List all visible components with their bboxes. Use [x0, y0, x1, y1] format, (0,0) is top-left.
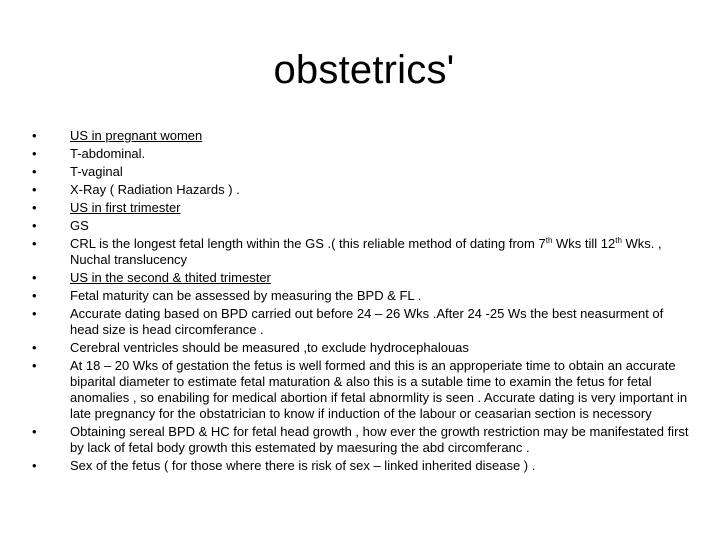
- list-item: [32, 164, 692, 180]
- list-item-text: US in the second & thited trimester: [70, 270, 271, 285]
- list-item: [32, 146, 692, 162]
- list-item-text: T-abdominal.: [70, 146, 146, 161]
- list-item-text: [70, 236, 662, 267]
- bullet-icon: •: [32, 128, 37, 143]
- bullet-icon: •: [32, 288, 37, 303]
- list-item-text: At 18 – 20 Wks of gestation the fetus is well formed and this is an approperiate time to obtain an accurate biparital diameter to estimate fetal maturation & also this is a sutable time to examin the fetus for fetal anomalies , so enabiling for medical abortion if fetal abnormlity is seen . Accurate dating is very important in late pregnancy for the obstatrician to know if induction of the labour or ceasarian section is necessory: [70, 358, 688, 421]
- list-item-text: Sex of the fetus ( for those where there is risk of sex – linked inherited disease ) .: [70, 458, 536, 473]
- text-run: Wks. , Nuchal translucency: [70, 236, 662, 267]
- bullet-icon: •: [32, 218, 37, 233]
- list-item: [32, 306, 692, 338]
- list-item-text: Fetal maturity can be assessed by measuring the BPD & FL .: [70, 288, 422, 303]
- slide-title: obstetrics': [273, 48, 455, 92]
- list-item: [32, 424, 692, 456]
- bullet-icon: •: [32, 424, 37, 439]
- bullet-icon: •: [32, 146, 37, 161]
- list-item-text: T-vaginal: [70, 164, 123, 179]
- list-item: [32, 236, 692, 268]
- list-item-text: GS: [70, 218, 89, 233]
- superscript: th: [615, 236, 622, 245]
- list-item-text: US in pregnant women: [70, 128, 203, 143]
- bullet-icon: •: [32, 182, 37, 197]
- list-item: [32, 358, 692, 422]
- list-item: [32, 270, 692, 286]
- bullet-icon: •: [32, 200, 37, 215]
- bullet-icon: •: [32, 458, 37, 473]
- list-item-text: Cerebral ventricles should be measured ,to exclude hydrocephalouas: [70, 340, 469, 355]
- list-item: [32, 458, 692, 474]
- list-item: [32, 200, 692, 216]
- list-item: [32, 218, 692, 234]
- list-item: [32, 128, 692, 144]
- list-item-text: X-Ray ( Radiation Hazards ) .: [70, 182, 240, 197]
- list-item: [32, 288, 692, 304]
- list-item-text: Obtaining sereal BPD & HC for fetal head growth , how ever the growth restriction may be manifestated first by lack of fetal body growth this estemated by maesuring the abd circomferanc .: [70, 424, 689, 455]
- list-item-text: US in first trimester: [70, 200, 181, 215]
- bullet-icon: •: [32, 306, 37, 321]
- bullet-icon: •: [32, 236, 37, 251]
- bullet-icon: •: [32, 164, 37, 179]
- bullet-icon: •: [32, 270, 37, 285]
- text-run: CRL is the longest fetal length within the GS .( this reliable method of dating from 7: [70, 236, 546, 251]
- superscript: th: [545, 236, 553, 245]
- list-item-text: Accurate dating based on BPD carried out before 24 – 26 Wks .After 24 -25 Ws the best neasurment of head size is head circomferance .: [70, 306, 664, 337]
- list-item: [32, 182, 692, 198]
- bullet-icon: •: [32, 340, 37, 355]
- text-run: Wks till 12: [552, 236, 616, 251]
- bullet-list: [32, 128, 692, 476]
- bullet-icon: •: [32, 358, 37, 373]
- list-item: [32, 340, 692, 356]
